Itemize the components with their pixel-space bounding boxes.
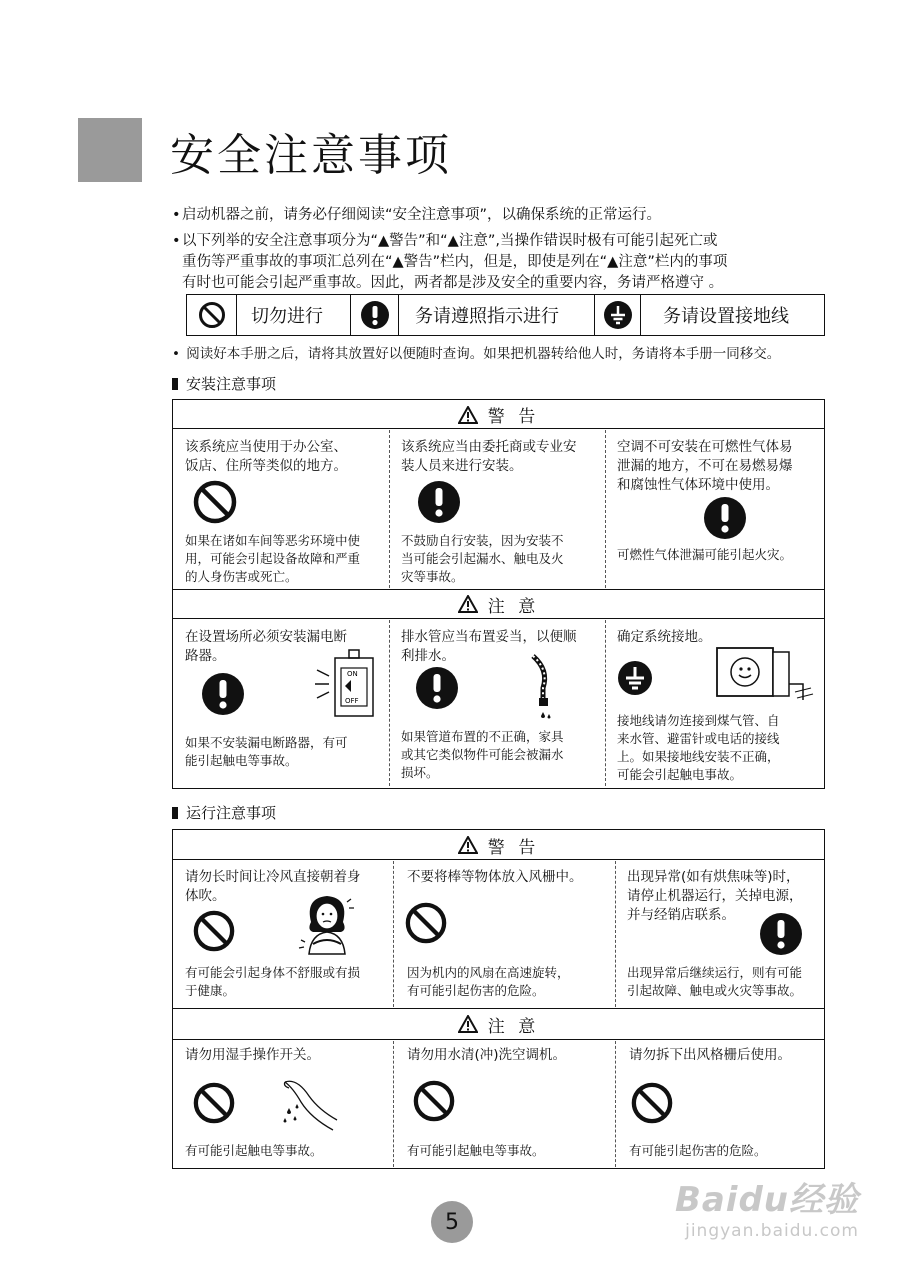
install-w2-note: 不鼓励自行安装，因为安装不 当可能会引起漏水、触电及火 灾等事故。 <box>401 533 564 584</box>
install-c1-text: 在设置场所必须安装漏电断 路器。 <box>185 629 347 664</box>
operation-w1-note: 有可能会引起身体不舒服或有损 于健康。 <box>185 965 361 998</box>
operation-caution-band: 注 意 <box>173 1009 824 1039</box>
page-number: 5 <box>431 1201 473 1243</box>
install-c3-note: 接地线请勿连接到煤气管、自 来水管、避雷针或电话的接线 上。如果接地线安装不正确， 可能会引起触电事故。 <box>617 713 780 782</box>
install-w2-text: 该系统应当由委托商或专业安 装人员来进行安装。 <box>401 439 577 474</box>
cold-person-icon <box>297 892 357 958</box>
intro-line-2: •以下列举的安全注意事项分为“▲警告”和“▲注意”,当操作错误时极有可能引起死亡或 重伤等严重事故的事项汇总列在“▲警告”栏内，但是，即使是列在“▲注意”栏内的事项 有时也可能会引起严重事故。因此，两者都是涉及安全的重要内容，务请严格遵守 。 <box>172 233 728 291</box>
prohibit-icon <box>187 295 237 335</box>
mandatory-icon <box>201 672 245 716</box>
install-table <box>172 399 825 789</box>
prohibit-icon <box>631 1082 673 1124</box>
legend-ground-label: 务请设置接地线 <box>663 306 789 327</box>
title-block <box>78 118 142 182</box>
operation-c2-text: 请勿用水清(冲)洗空调机。 <box>407 1047 567 1063</box>
install-c1-note: 如果不安装漏电断路器，有可 能引起触电等事故。 <box>185 735 348 768</box>
mandatory-icon <box>415 666 459 710</box>
install-w3-text: 空调不可安装在可燃性气体易 泄漏的地方，不可在易燃易爆 和腐蚀性气体环境中使用。 <box>617 439 793 493</box>
wet-hand-icon <box>279 1074 341 1134</box>
warning-triangle-icon <box>458 595 478 613</box>
prohibit-icon <box>193 1082 235 1124</box>
install-w1-text: 该系统应当使用于办公室、 饭店、住所等类似的地方。 <box>185 439 347 474</box>
prohibit-icon <box>405 902 447 944</box>
ground-icon <box>595 295 641 335</box>
operation-table <box>172 829 825 1169</box>
install-c2-text: 排水管应当布置妥当，以便顺 利排水。 <box>401 629 577 664</box>
drain-pipe-icon <box>529 652 559 722</box>
install-w3-note: 可燃性气体泄漏可能引起火灾。 <box>617 547 793 562</box>
circuit-breaker-icon <box>313 648 379 722</box>
install-w1-note: 如果在诸如车间等恶劣环境中使 用，可能会引起设备故障和严重 的人身伤害或死亡。 <box>185 533 361 584</box>
legend-prohibit-label: 切勿进行 <box>237 295 351 335</box>
install-warning-band: 警 告 <box>173 400 824 429</box>
svg-text:OFF: OFF <box>345 697 359 705</box>
watermark-url: jingyan.baidu.com <box>685 1221 859 1241</box>
mandatory-icon <box>703 496 747 540</box>
operation-c3-note: 有可能引起伤害的危险。 <box>629 1143 767 1158</box>
operation-w2-note: 因为机内的风扇在高速旋转， 有可能引起伤害的危险。 <box>407 965 570 998</box>
warning-triangle-icon <box>458 836 478 854</box>
operation-c1-note: 有可能引起触电等事故。 <box>185 1143 323 1158</box>
operation-c1-text: 请勿用湿手操作开关。 <box>185 1047 320 1063</box>
install-c2-note: 如果管道布置的不正确，家具 或其它类似物件可能会被漏水 损坏。 <box>401 729 564 780</box>
operation-heading: 运行注意事项 <box>172 802 276 823</box>
mandatory-icon <box>417 480 461 524</box>
operation-w3-text: 出现异常(如有烘焦味等)时， 请停止机器运行，关掉电源， 并与经销店联系。 <box>627 869 803 923</box>
legend-mandatory-label: 务请遵照指示进行 <box>399 295 595 335</box>
ground-icon <box>617 660 653 696</box>
operation-w3-note: 出现异常后继续运行，则有可能 引起故障、触电或火灾等事故。 <box>627 965 803 998</box>
warning-triangle-icon <box>458 1015 478 1033</box>
operation-c3-text: 请勿拆下出风格栅后使用。 <box>629 1047 791 1063</box>
watermark-brand: Baidu经验 <box>674 1180 859 1220</box>
mandatory-icon <box>351 295 399 335</box>
operation-c2-note: 有可能引起触电等事故。 <box>407 1143 545 1158</box>
page-title: 安全注意事项 <box>170 130 452 181</box>
watermark <box>675 1172 859 1241</box>
grounded-unit-icon <box>713 644 817 704</box>
intro-line-3: • 阅读好本手册之后，请将其放置好以便随时查询。如果把机器转给他人时，务请将本手册一同移交。 <box>172 346 781 362</box>
intro-line-1: •启动机器之前，请务必仔细阅读“安全注意事项”，以确保系统的正常运行。 <box>172 207 662 223</box>
install-caution-band: 注 意 <box>173 590 824 618</box>
symbol-legend <box>186 294 825 336</box>
prohibit-icon <box>413 1080 455 1122</box>
operation-warning-band: 警 告 <box>173 830 824 860</box>
prohibit-icon <box>193 480 237 524</box>
prohibit-icon <box>193 910 235 952</box>
install-heading: 安装注意事项 <box>172 373 276 394</box>
mandatory-icon <box>759 912 803 956</box>
operation-w2-text: 不要将棒等物体放入风栅中。 <box>407 869 583 885</box>
warning-triangle-icon <box>458 406 478 424</box>
install-c3-text: 确定系统接地。 <box>617 629 712 645</box>
svg-text:ON: ON <box>347 670 358 678</box>
operation-w1-text: 请勿长时间让冷风直接朝着身 体吹。 <box>185 869 361 904</box>
